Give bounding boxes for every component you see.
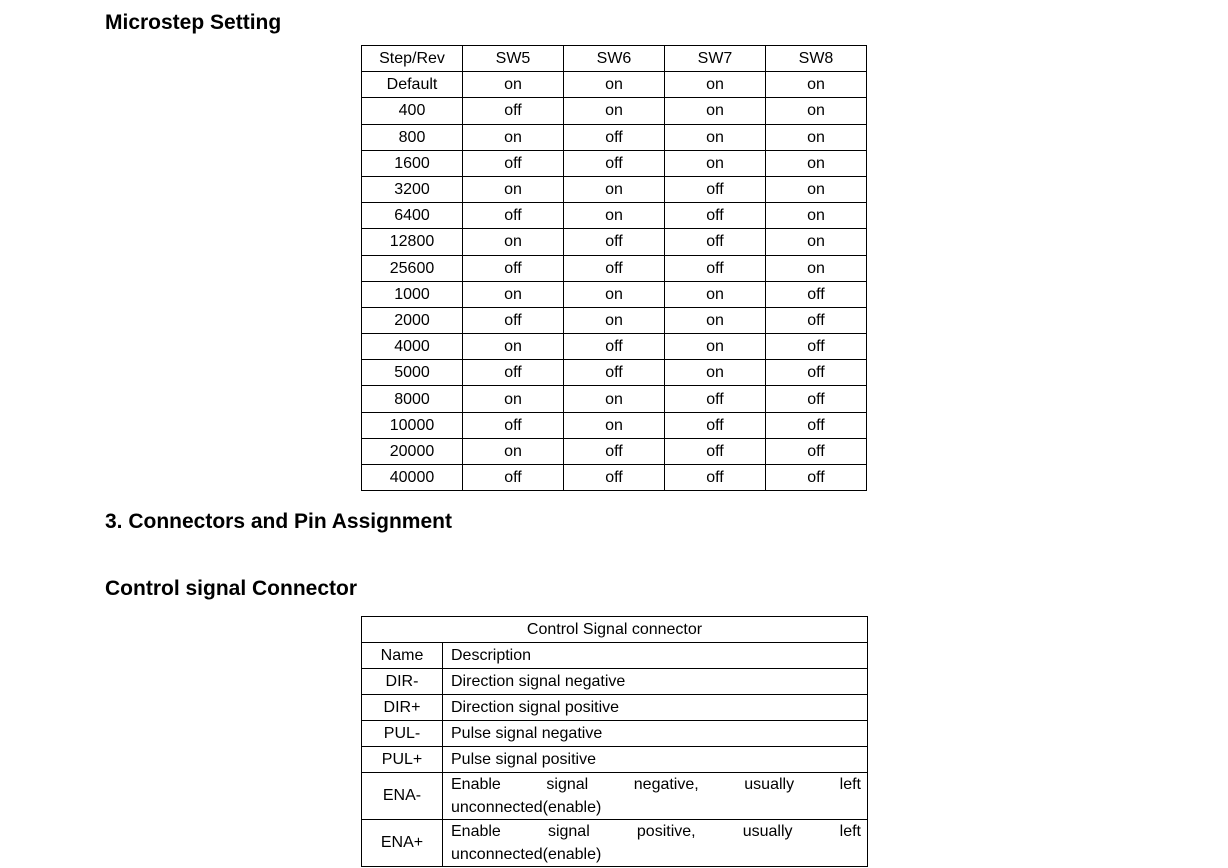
switch-state-cell: on xyxy=(463,229,564,255)
step-rev-cell: 12800 xyxy=(362,229,463,255)
control-table-title: Control Signal connector xyxy=(362,617,868,643)
switch-state-cell: off xyxy=(463,98,564,124)
switch-state-cell: off xyxy=(564,229,665,255)
microstep-heading: Microstep Setting xyxy=(105,11,282,34)
switch-state-cell: off xyxy=(564,334,665,360)
switch-state-cell: off xyxy=(463,203,564,229)
table-row xyxy=(362,98,867,124)
table-row xyxy=(362,150,867,176)
table-row xyxy=(362,465,867,491)
table-row xyxy=(362,72,867,98)
switch-state-cell: on xyxy=(766,255,867,281)
step-rev-cell: 3200 xyxy=(362,176,463,202)
switch-state-cell: on xyxy=(665,72,766,98)
switch-state-cell: on xyxy=(564,386,665,412)
column-header: Step/Rev xyxy=(362,46,463,72)
column-header: SW5 xyxy=(463,46,564,72)
switch-state-cell: off xyxy=(665,465,766,491)
switch-state-cell: on xyxy=(564,307,665,333)
step-rev-cell: 1000 xyxy=(362,281,463,307)
switch-state-cell: on xyxy=(665,334,766,360)
signal-name-cell: ENA- xyxy=(362,773,443,820)
signal-name-cell: DIR+ xyxy=(362,695,443,721)
switch-state-cell: off xyxy=(564,438,665,464)
step-rev-cell: 1600 xyxy=(362,150,463,176)
switch-state-cell: on xyxy=(766,229,867,255)
switch-state-cell: off xyxy=(463,255,564,281)
switch-state-cell: off xyxy=(665,438,766,464)
table-row xyxy=(362,334,867,360)
description-word: signal xyxy=(546,776,589,793)
switch-state-cell: on xyxy=(463,176,564,202)
table-row xyxy=(362,669,868,695)
switch-state-cell: on xyxy=(564,176,665,202)
table-row xyxy=(362,281,867,307)
description-word: Enable xyxy=(451,823,501,840)
switch-state-cell: off xyxy=(665,255,766,281)
step-rev-cell: 2000 xyxy=(362,307,463,333)
description-word: Enable xyxy=(451,776,501,793)
table-row xyxy=(362,360,867,386)
description-word: usually xyxy=(742,823,793,840)
switch-state-cell: on xyxy=(766,176,867,202)
switch-state-cell: off xyxy=(766,281,867,307)
switch-state-cell: off xyxy=(564,124,665,150)
description-word: negative, xyxy=(633,776,699,793)
switch-state-cell: on xyxy=(766,203,867,229)
signal-description-cell: Pulse signal positive xyxy=(443,747,868,773)
switch-state-cell: on xyxy=(665,307,766,333)
switch-state-cell: off xyxy=(463,360,564,386)
signal-description-cell: Pulse signal negative xyxy=(443,721,868,747)
step-rev-cell: 25600 xyxy=(362,255,463,281)
description-word: usually xyxy=(744,776,795,793)
connectors-section-heading: 3. Connectors and Pin Assignment xyxy=(105,510,452,533)
description-word: positive, xyxy=(636,823,696,840)
switch-state-cell: off xyxy=(766,334,867,360)
switch-state-cell: on xyxy=(766,98,867,124)
switch-state-cell: off xyxy=(766,360,867,386)
switch-state-cell: on xyxy=(564,203,665,229)
signal-description-cell xyxy=(443,773,868,820)
signal-name-cell: PUL- xyxy=(362,721,443,747)
switch-state-cell: on xyxy=(463,438,564,464)
switch-state-cell: off xyxy=(665,386,766,412)
column-header: SW6 xyxy=(564,46,665,72)
switch-state-cell: on xyxy=(766,72,867,98)
description-word: left xyxy=(839,823,861,840)
microstep-table xyxy=(361,45,867,491)
column-header: SW8 xyxy=(766,46,867,72)
microstep-header-row xyxy=(362,46,867,72)
signal-description-cell: Direction signal positive xyxy=(443,695,868,721)
table-row xyxy=(362,747,868,773)
signal-name-cell: ENA+ xyxy=(362,820,443,867)
step-rev-cell: 4000 xyxy=(362,334,463,360)
switch-state-cell: on xyxy=(564,281,665,307)
name-column-header: Name xyxy=(362,643,443,669)
switch-state-cell: off xyxy=(766,438,867,464)
control-signal-table xyxy=(361,616,868,867)
control-connector-heading: Control signal Connector xyxy=(105,577,357,600)
switch-state-cell: on xyxy=(463,124,564,150)
switch-state-cell: off xyxy=(665,229,766,255)
switch-state-cell: off xyxy=(564,150,665,176)
switch-state-cell: on xyxy=(665,281,766,307)
control-table-title-row xyxy=(362,617,868,643)
table-row xyxy=(362,255,867,281)
switch-state-cell: off xyxy=(564,360,665,386)
step-rev-cell: 800 xyxy=(362,124,463,150)
switch-state-cell: off xyxy=(463,307,564,333)
switch-state-cell: off xyxy=(766,465,867,491)
switch-state-cell: on xyxy=(463,281,564,307)
description-line: unconnected(enable) xyxy=(451,846,602,863)
switch-state-cell: on xyxy=(665,360,766,386)
switch-state-cell: on xyxy=(766,150,867,176)
table-row xyxy=(362,386,867,412)
table-row xyxy=(362,820,868,867)
signal-name-cell: DIR- xyxy=(362,669,443,695)
signal-description-cell xyxy=(443,820,868,867)
switch-state-cell: on xyxy=(564,72,665,98)
switch-state-cell: on xyxy=(463,334,564,360)
table-row xyxy=(362,721,868,747)
description-line xyxy=(451,820,861,843)
step-rev-cell: 8000 xyxy=(362,386,463,412)
table-row xyxy=(362,229,867,255)
description-word: left xyxy=(839,776,861,793)
switch-state-cell: on xyxy=(665,124,766,150)
table-row xyxy=(362,307,867,333)
step-rev-cell: 5000 xyxy=(362,360,463,386)
column-header: SW7 xyxy=(665,46,766,72)
switch-state-cell: off xyxy=(766,386,867,412)
table-row xyxy=(362,124,867,150)
switch-state-cell: off xyxy=(564,465,665,491)
step-rev-cell: 20000 xyxy=(362,438,463,464)
table-row xyxy=(362,773,868,820)
switch-state-cell: off xyxy=(564,255,665,281)
signal-description-cell: Direction signal negative xyxy=(443,669,868,695)
switch-state-cell: on xyxy=(665,150,766,176)
description-word: signal xyxy=(547,823,590,840)
table-row xyxy=(362,412,867,438)
step-rev-cell: 6400 xyxy=(362,203,463,229)
table-row xyxy=(362,695,868,721)
step-rev-cell: 40000 xyxy=(362,465,463,491)
switch-state-cell: off xyxy=(463,465,564,491)
switch-state-cell: off xyxy=(665,176,766,202)
switch-state-cell: on xyxy=(766,124,867,150)
step-rev-cell: 10000 xyxy=(362,412,463,438)
switch-state-cell: off xyxy=(766,307,867,333)
switch-state-cell: off xyxy=(665,412,766,438)
control-table-header-row xyxy=(362,643,868,669)
switch-state-cell: off xyxy=(463,150,564,176)
switch-state-cell: on xyxy=(463,72,564,98)
switch-state-cell: on xyxy=(564,412,665,438)
switch-state-cell: off xyxy=(665,203,766,229)
table-row xyxy=(362,438,867,464)
switch-state-cell: off xyxy=(463,412,564,438)
switch-state-cell: off xyxy=(766,412,867,438)
description-column-header: Description xyxy=(443,643,868,669)
description-line: unconnected(enable) xyxy=(451,799,602,816)
switch-state-cell: on xyxy=(564,98,665,124)
switch-state-cell: on xyxy=(463,386,564,412)
description-line xyxy=(451,773,861,796)
switch-state-cell: on xyxy=(665,98,766,124)
signal-name-cell: PUL+ xyxy=(362,747,443,773)
table-row xyxy=(362,203,867,229)
step-rev-cell: Default xyxy=(362,72,463,98)
table-row xyxy=(362,176,867,202)
step-rev-cell: 400 xyxy=(362,98,463,124)
